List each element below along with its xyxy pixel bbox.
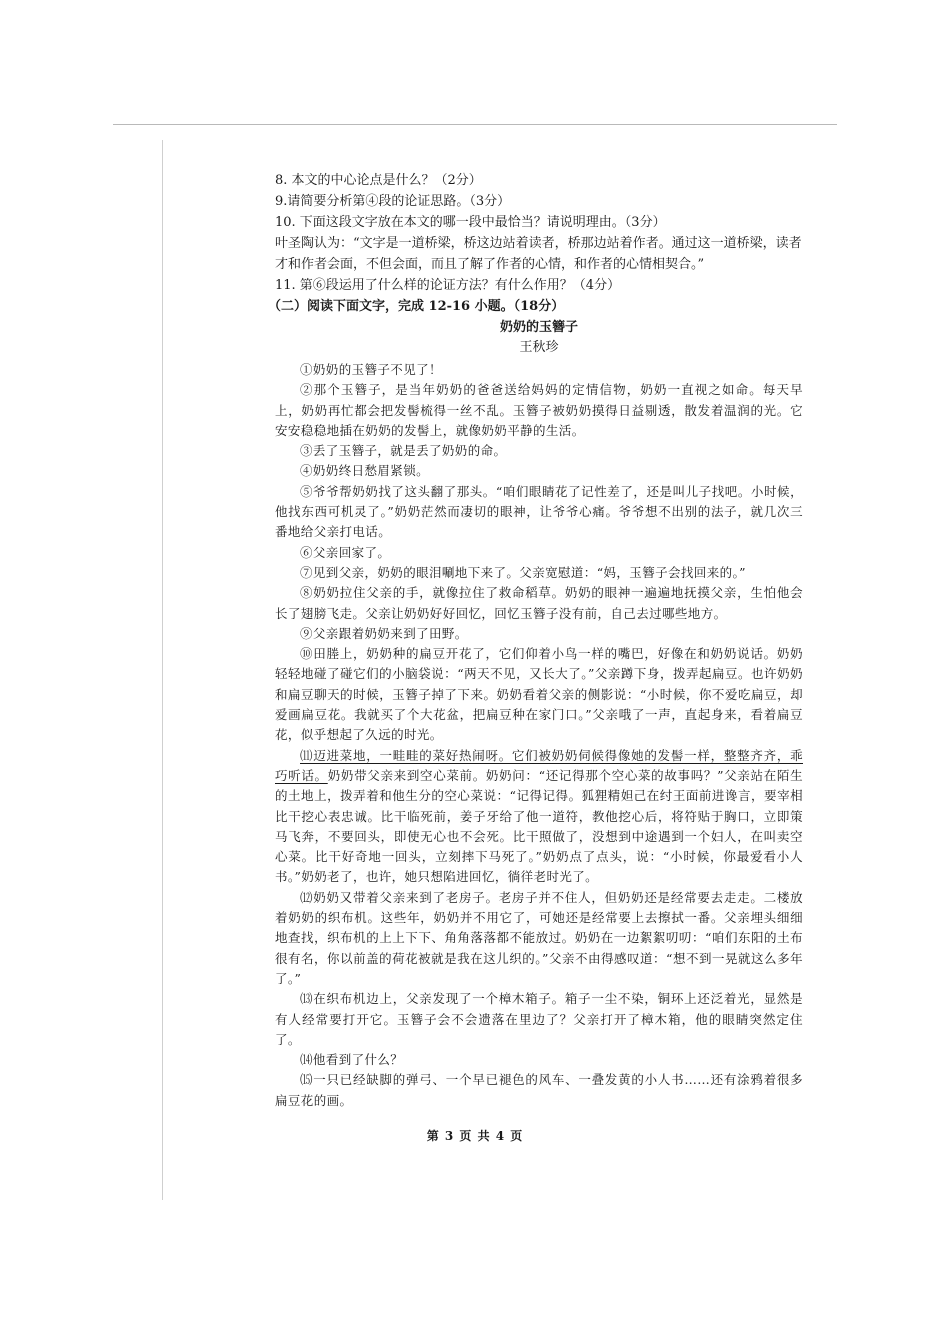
story-paragraph-1: ①奶奶的玉簪子不见了！ <box>300 362 442 377</box>
story-paragraph-10: ⑩田塍上，奶奶种的扁豆开花了，它们仰着小鸟一样的嘴巴，好像在和奶奶说话。奶奶轻轻地碰了碰它们的小脑袋说：“两天不见，又长大了。”父亲蹲下身，拨弄起扁豆。也许奶奶和扁豆聊天的时候，玉簪子掉了下来。奶奶看着父亲的侧影说：“小时候，你不爱吃扁豆，却爱画扁豆花。我就买了个大花盆，把扁豆种在家门口。”父亲哦了一声，直起身来，看着扁豆花，似乎想起了久远的时光。 <box>275 646 803 743</box>
section-heading: （二）阅读下面文字，完成 12-16 小题。（18分） <box>268 299 565 314</box>
left-margin-rule <box>162 140 163 1200</box>
story-paragraph-13: ⒀在织布机边上，父亲发现了一个樟木箱子。箱子一尘不染，铜环上还泛着光，显然是有人经常要打开它。玉簪子会不会遗落在里边了？父亲打开了樟木箱，他的眼睛突然定住了。 <box>275 991 803 1047</box>
story-paragraph-12: ⑿奶奶又带着父亲来到了老房子。老房子并不住人，但奶奶还是经常要去走走。二楼放着奶奶的织布机。这些年，奶奶并不用它了，可她还是经常要上去擦拭一番。父亲埋头细细地查找，织布机的上上下下、角角落落都不能放过。奶奶在一边絮絮叨叨：“咱们东阳的土布很有名，你以前盖的荷花被就是我在这儿织的。”父亲不由得感叹道：“想不到一晃就这么多年了。” <box>275 889 803 986</box>
story-paragraph-5: ⑤爷爷帮奶奶找了这头翻了那头。“咱们眼睛花了记性差了，还是叫儿子找吧。小时候，他找东西可机灵了。”奶奶茫然而凄切的眼神，让爷爷心痛。爷爷想不出别的法子，就几次三番地给父亲打电话。 <box>275 483 803 540</box>
story-title: 奶奶的玉簪子 <box>499 320 578 335</box>
story-paragraph-11 <box>275 746 803 888</box>
story-paragraph-9: ⑨父亲跟着奶奶来到了田野。 <box>300 625 468 641</box>
story-paragraph-15: ⒂一只已经缺脚的弹弓、一个早已褪色的风车、一叠发黄的小人书……还有涂鸦着很多扁豆花的画。 <box>275 1072 803 1108</box>
paragraph-11-rest: 奶奶带父亲来到空心菜前。奶奶问：“还记得那个空心菜的故事吗？”父亲站在陌生的土地上，拨弄着和他生分的空心菜说：“记得记得。狐狸精妲己在纣王面前进谗言，要宰相比干挖心表忠诚。比干临死前，姜子牙给了他一道符，教他挖心后，将符贴于胸口，立即策马飞奔，不要回头，即使无心也不会死。比干照做了，没想到中途遇到一个妇人，在叫卖空心菜。比干好奇地一回头，立刻摔下马死了。”奶奶点了点头，说：“小时候，你最爱看小人书。”奶奶老了，也许，她只想陷进回忆，徜徉老时光了。 <box>275 767 803 885</box>
question-9: 9.请简要分析第④段的论证思路。（3分） <box>275 194 511 209</box>
page-footer: 第 3 页 共 4 页 <box>426 1129 524 1143</box>
story-paragraph-2: ②那个玉簪子，是当年奶奶的爸爸送给妈妈的定情信物，奶奶一直视之如命。每天早上，奶奶再忙都会把发髻梳得一丝不乱。玉簪子被奶奶摸得日益剔透，散发着温润的光。它安安稳稳地插在奶奶的发髻上，就像奶奶平静的生活。 <box>275 382 803 438</box>
story-paragraph-8: ⑧奶奶拉住父亲的手，就像拉住了救命稻草。奶奶的眼神一遍遍地抚摸父亲，生怕他会长了翅膀飞走。父亲让奶奶好好回忆，回忆玉簪子没有前，自己去过哪些地方。 <box>275 585 803 621</box>
story-paragraph-4: ④奶奶终日愁眉紧锁。 <box>300 463 430 479</box>
story-author: 王秋珍 <box>519 340 559 355</box>
exam-page <box>268 170 803 1111</box>
underlined-sentence: ⑾迈进菜地，一畦畦的菜好热闹呀。它们被奶奶伺候得像她的发髻一样，整整齐齐，乖巧听话。 <box>275 747 803 783</box>
question-10: 10. 下面这段文字放在本文的哪一段中最恰当？请说明理由。（3分） <box>275 215 666 230</box>
story-paragraph-14: ⒁他看到了什么？ <box>300 1052 404 1068</box>
question-10-quote: 叶圣陶认为：“文字是一道桥梁，桥这边站着读者，桥那边站着作者。通过这一道桥梁，读者才和作者会面，不但会面，而且了解了作者的心情，和作者的心情相契合。” <box>275 236 802 272</box>
top-rule <box>113 124 837 125</box>
story-paragraph-6: ⑥父亲回家了。 <box>300 544 391 560</box>
question-11: 11. 第⑥段运用了什么样的论证方法？有什么作用？（4分） <box>275 278 621 293</box>
question-8: 8. 本文的中心论点是什么？（2分） <box>275 173 482 188</box>
story-paragraph-7: ⑦见到父亲，奶奶的眼泪唰地下来了。父亲宽慰道：“妈，玉簪子会找回来的。” <box>300 564 746 580</box>
story-paragraph-3: ③丢了玉簪子，就是丢了奶奶的命。 <box>300 443 507 459</box>
